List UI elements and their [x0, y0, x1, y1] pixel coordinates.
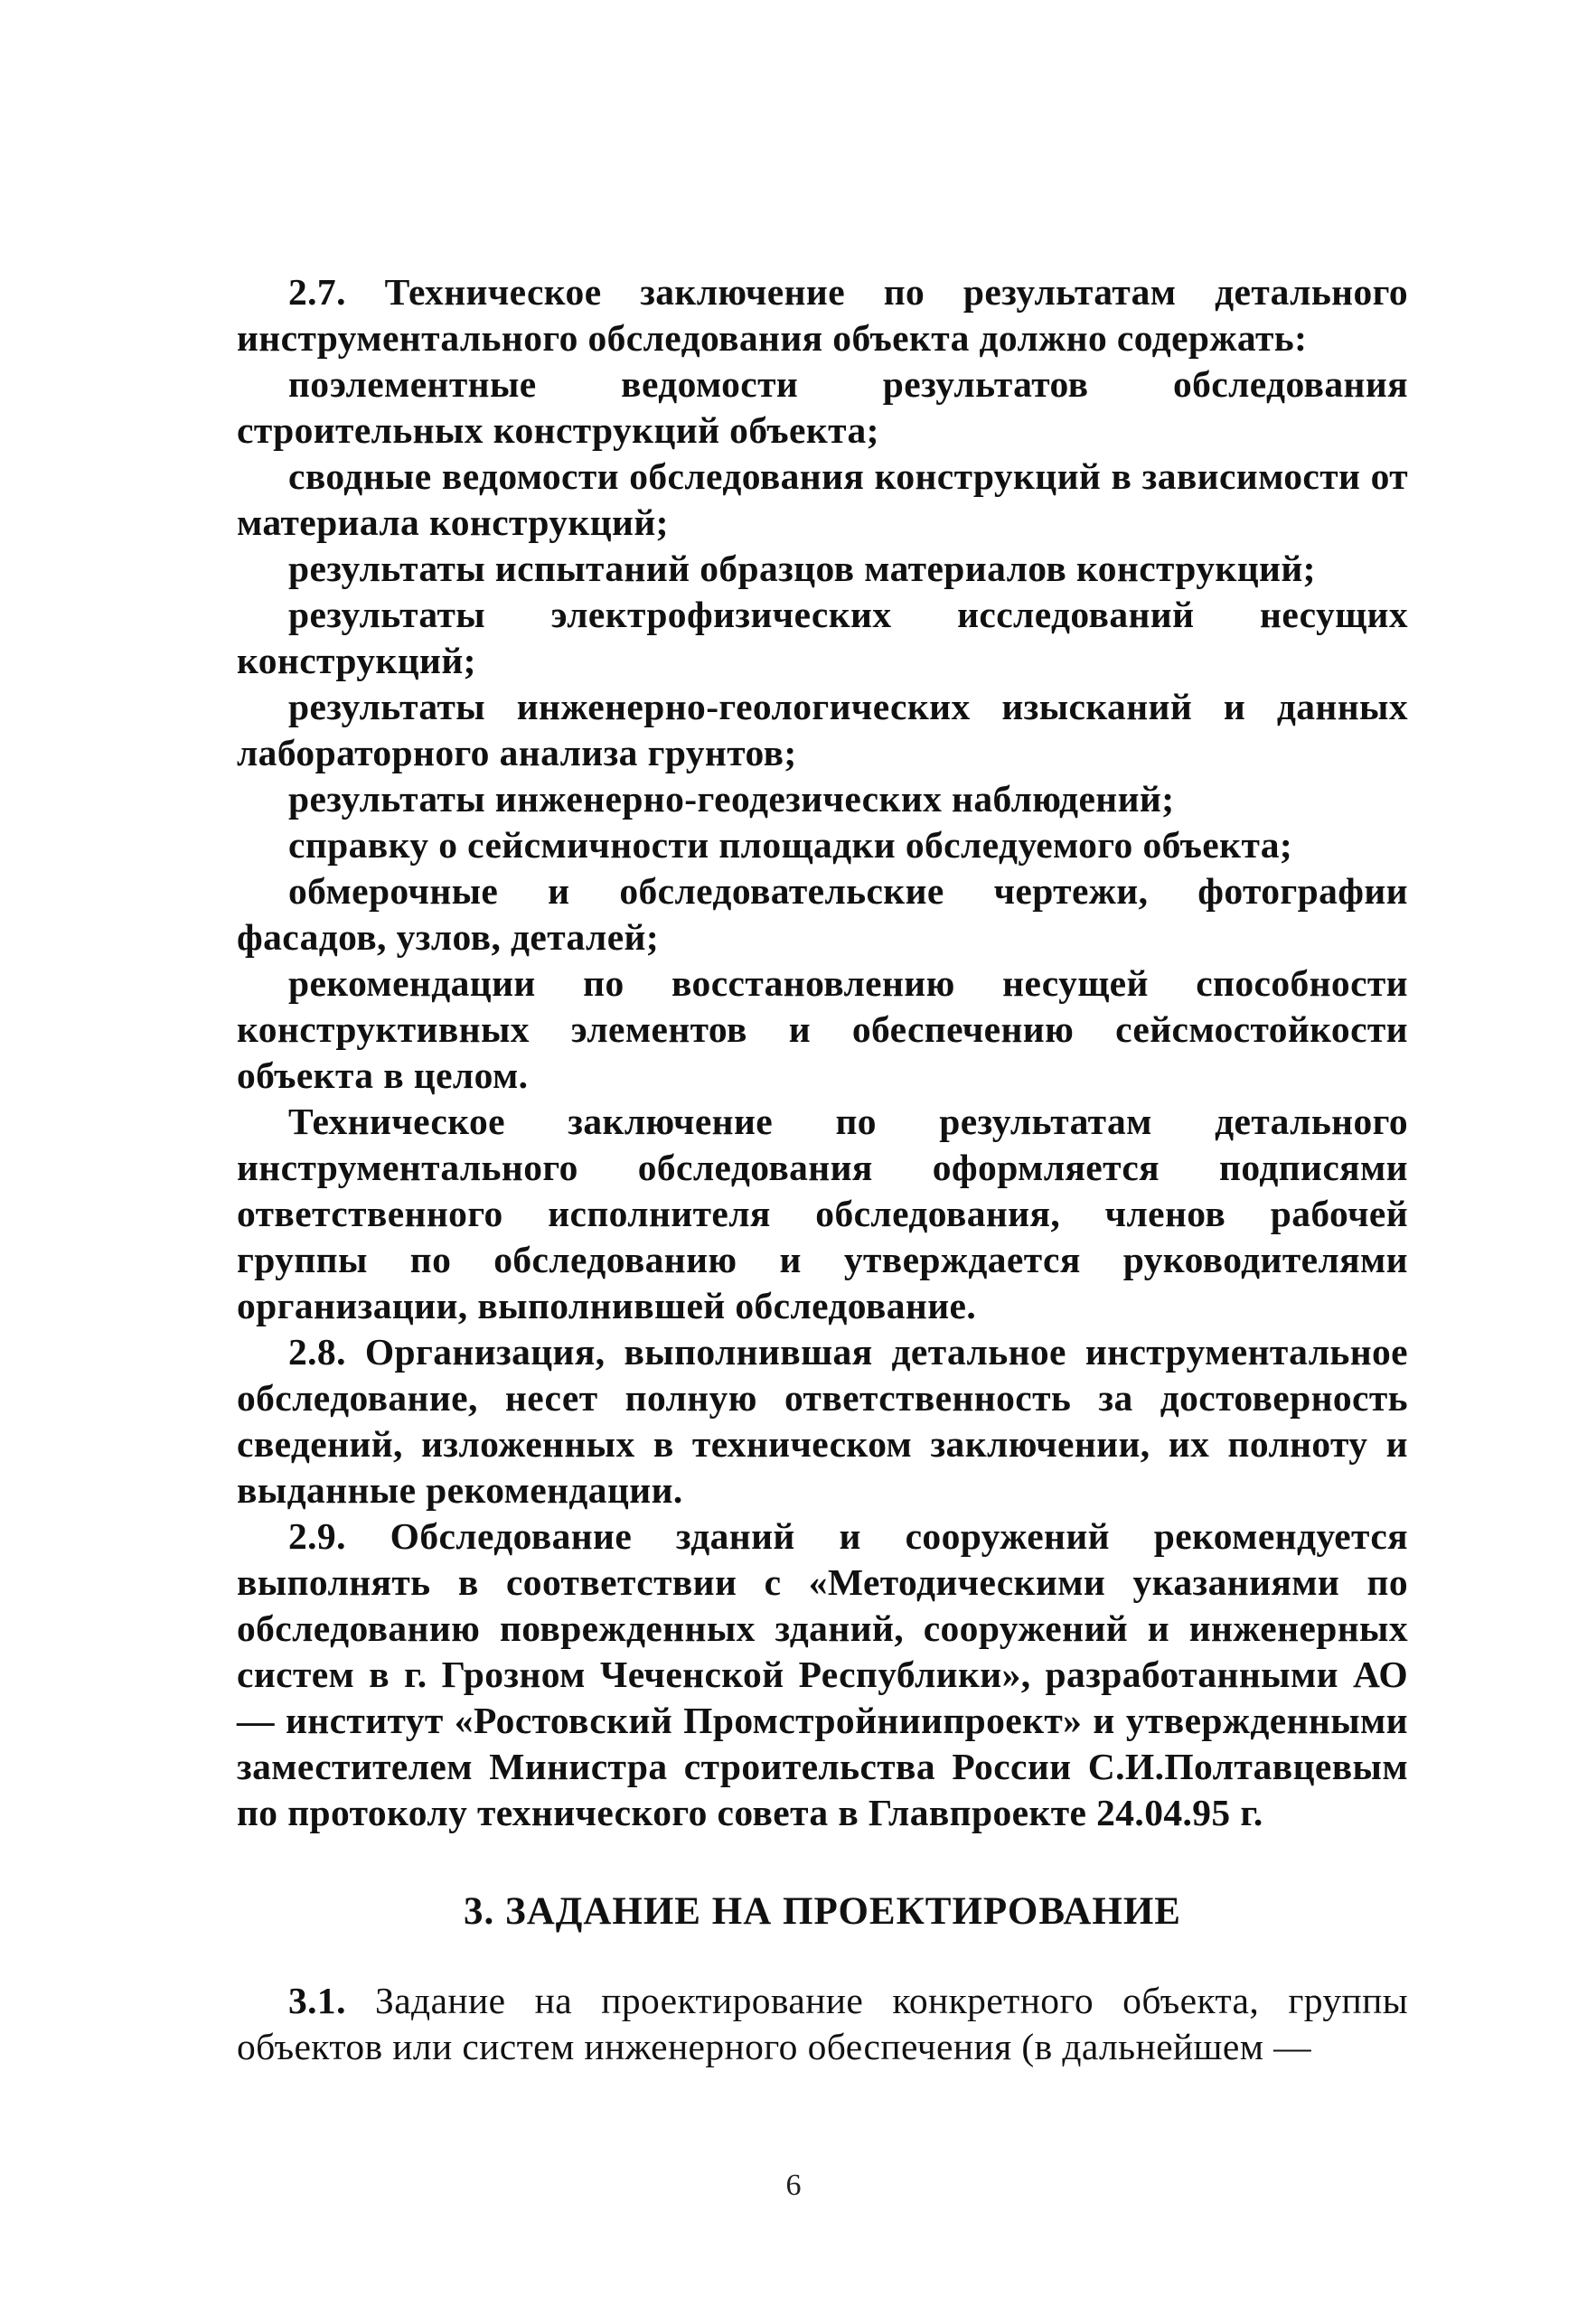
list-item: сводные ведомости обследования конструкций в зависимости от материала конструкций;	[237, 455, 1408, 543]
paragraph-text: Техническое заключение по результатам детального инструментального обследования объекта должно содержать:	[237, 271, 1408, 359]
document-page	[237, 269, 1408, 2070]
list-item: результаты электрофизических исследований несущих конструкций;	[237, 594, 1408, 681]
paragraph-text: Задание на проектирование конкретного объекта, группы объектов или систем инженерного обеспечения (в дальнейшем —	[237, 1980, 1408, 2067]
section-heading: 3. ЗАДАНИЕ НА ПРОЕКТИРОВАНИЕ	[464, 1890, 1181, 1933]
paragraph-number: 2.7.	[288, 271, 346, 313]
page-number: 6	[785, 2169, 802, 2202]
paragraph-2-7	[237, 269, 1408, 361]
paragraph-number: 3.1.	[288, 1980, 346, 2021]
list-item: обмерочные и обследовательские чертежи, фотографии фасадов, узлов, деталей;	[237, 870, 1408, 958]
paragraph-number: 2.9.	[288, 1515, 346, 1557]
paragraph-text: Организация, выполнившая детальное инструментальное обследование, несет полную ответственность за достоверность сведений, изложенных в техническом заключении, их полноту и выданные рекомендации.	[237, 1331, 1409, 1511]
paragraph-2-8	[237, 1329, 1408, 1513]
paragraph-3-1	[237, 1978, 1408, 2070]
paragraph-text: Обследование зданий и сооружений рекомендуется выполнять в соответствии с «Методическими указаниями по обследованию поврежденных зданий, сооружений и инженерных систем в г. Грозном Чеченской Республики», разработанными АО — институт «Ростовский Промстройниипроект» и утвержденными заместителем Министра строительства России С.И.Полтавцевым по протоколу технического совета в Главпроекте 24.04.95 г.	[237, 1515, 1408, 1833]
list-item: справку о сейсмичности площадки обследуемого объекта;	[288, 824, 1293, 866]
list-item: результаты испытаний образцов материалов конструкций;	[288, 548, 1316, 589]
list-item: результаты инженерно-геологических изысканий и данных лабораторного анализа грунтов;	[237, 686, 1408, 773]
paragraph-2-9	[237, 1513, 1408, 1836]
paragraph-number: 2.8.	[288, 1331, 346, 1373]
paragraph-signoff: Техническое заключение по результатам детального инструментального обследования оформляется подписями ответственного исполнителя обследования, членов рабочей группы по обследованию и утверждается руководителями организации, выполнившей обследование.	[237, 1101, 1408, 1326]
list-item: результаты инженерно-геодезических наблюдений;	[288, 778, 1175, 820]
list-item: поэлементные ведомости результатов обследования строительных конструкций объекта;	[237, 363, 1408, 451]
list-item: рекомендации по восстановлению несущей способности конструктивных элементов и обеспечению сейсмостойкости объекта в целом.	[237, 962, 1408, 1096]
